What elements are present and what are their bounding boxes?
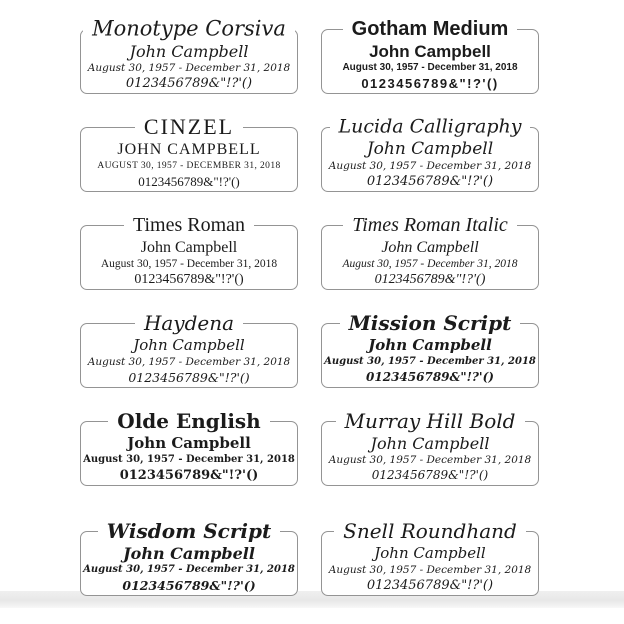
sample-name: John Campbell [129,42,249,61]
sample-name: John Campbell [370,434,490,453]
sample-characters: 0123456789&"!?'() [122,578,256,593]
font-card-gotham-medium [321,18,539,94]
font-name-legend [81,16,297,41]
font-name-legend [322,19,538,39]
sample-dates: August 30, 1957 - December 31, 2018 [83,564,295,575]
sample-characters: 0123456789&"!?'() [366,370,494,384]
font-name-legend [322,409,538,434]
font-name-label: Lucida Calligraphy [330,118,531,137]
font-name-label: Murray Hill Bold [336,411,525,431]
font-name-legend [81,116,297,138]
font-card-murray-hill-bold [321,409,539,486]
sample-characters: 0123456789&"!?'() [119,468,259,483]
font-name-legend [81,409,297,434]
sample-name: John Campbell [374,544,486,562]
font-card-lucida-calligraphy [321,115,539,192]
sample-characters: 0123456789&"!?'() [128,370,250,385]
font-name-label: Snell Roundhand [334,521,526,541]
font-name-label: Monotype Corsiva [83,19,295,40]
sample-dates: August 30, 1957 - December 31, 2018 [87,62,291,74]
sample-name: John Campbell [140,239,238,256]
sample-dates: August 30, 1957 - December 31, 2018 [342,258,518,270]
font-samples-grid [80,16,539,596]
sample-dates: August 30, 1957 - December 31, 2018 [328,454,532,466]
font-name-label: Wisdom Script [98,521,280,541]
font-name-legend [81,311,297,336]
sample-name: John Campbell [123,544,255,563]
sample-dates: August 30, 1957 - December 31, 2018 [328,564,532,576]
font-name-label: Haydena [135,313,243,333]
font-name-legend [322,115,538,138]
sample-name: John Campbell [127,434,251,452]
font-card-monotype-corsiva [80,16,298,94]
font-name-label: Times Roman Italic [343,215,517,235]
sample-characters: 0123456789&"!?'() [138,174,240,189]
sample-characters: 0123456789&"!?'() [366,578,494,593]
font-card-olde-english [80,409,298,486]
sample-dates: AUGUST 30, 1957 - DECEMBER 31, 2018 [97,161,281,171]
font-card-haydena [80,311,298,388]
font-name-label: CINZEL [135,116,243,138]
sample-characters: 0123456789&"!?'() [371,468,489,482]
font-name-label: Times Roman [124,215,254,235]
sample-dates: August 30, 1957 - December 31, 2018 [328,160,532,172]
font-name-legend [81,215,297,235]
font-card-snell-roundhand [321,519,539,596]
sample-characters: 0123456789&"!?'() [374,272,486,287]
sample-dates: August 30, 1957 - December 31, 2018 [324,356,536,367]
font-name-label: Olde English [108,411,269,431]
font-name-legend [322,519,538,544]
font-card-times-roman-italic [321,214,539,290]
sample-dates: August 30, 1957 - December 31, 2018 [83,454,295,465]
sample-dates: August 30, 1957 - December 31, 2018 [100,258,278,270]
sample-name: John Campbell [133,336,245,354]
font-name-legend [322,311,538,336]
font-card-wisdom-script [80,519,298,596]
sample-name: John Campbell [368,336,492,354]
font-name-legend [81,519,297,544]
sample-characters: 0123456789&"!?'() [134,272,244,287]
sample-characters: 0123456789&"!?'() [361,76,499,91]
font-card-mission-script [321,311,539,388]
font-card-times-roman [80,214,298,290]
sample-name: JOHN CAMPBELL [117,141,261,158]
font-name-label: Mission Script [340,313,521,333]
sample-dates: August 30, 1957 - December 31, 2018 [87,356,291,368]
sample-name: John Campbell [366,139,494,159]
font-card-cinzel [80,114,298,192]
sample-name: John Campbell [369,42,491,61]
font-name-label: Gotham Medium [343,19,518,39]
sample-dates: August 30, 1957 - December 31, 2018 [342,62,518,73]
sample-characters: 0123456789&"!?'() [366,174,494,189]
font-name-legend [322,215,538,235]
sample-name: John Campbell [381,239,479,256]
sample-characters: 0123456789&"!?'() [125,76,253,91]
